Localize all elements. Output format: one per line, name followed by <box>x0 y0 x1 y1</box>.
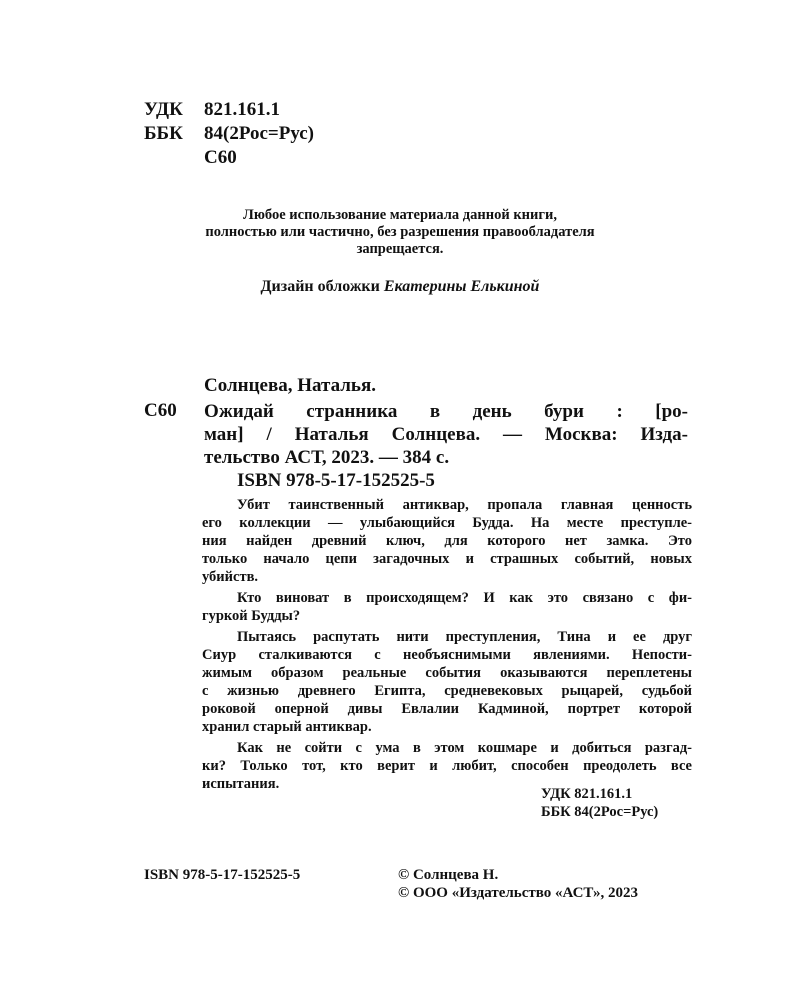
record-title-line <box>204 400 688 423</box>
record-title-line: тельство АСТ, 2023. — 384 с. <box>204 447 450 468</box>
annotation-line: ния найден древний ключ, для которого нет замка. Это <box>202 533 692 549</box>
annotation-line: его коллекции — улыбающийся Будда. На месте преступле- <box>202 515 692 531</box>
annotation-line: жимым образом реальные события оказываются переплетены <box>202 665 692 681</box>
copyright-publisher: © ООО «Издательство «АСТ», 2023 <box>398 885 639 901</box>
bbk-value: 84(2Рос=Рус) <box>204 123 315 144</box>
copyright-author: © Солнцева Н. <box>398 867 499 883</box>
record-isbn: ISBN 978-5-17-152525-5 <box>237 470 435 491</box>
author-mark: С60 <box>204 147 237 168</box>
annotation-line: гуркой Будды? <box>202 608 301 624</box>
copyright-notice <box>150 207 650 258</box>
notice-line: запрещается. <box>356 241 444 257</box>
record-author: Солнцева, Наталья. <box>204 375 376 396</box>
annotation-line: хранил старый антиквар. <box>202 719 372 735</box>
record-title-line-text: ман] / Наталья Солнцева. — Москва: Изда- <box>204 424 688 445</box>
annotation-line: роковой оперной дивы Евлалии Кадминой, портрет которой <box>202 701 692 717</box>
annotation-line: Пытаясь распутать нити преступления, Тина и ее друг <box>237 629 692 645</box>
notice-line: Любое использование материала данной книги, <box>243 207 557 223</box>
annotation-line: убийств. <box>202 569 259 585</box>
annotation-line: Сиур сталкиваются с необъяснимыми явлениями. Непости- <box>202 647 692 663</box>
cover-design-credit <box>0 278 800 296</box>
bbk-label: ББК <box>144 123 183 144</box>
annotation-line: только начало цепи загадочных и страшных событий, новых <box>202 551 692 567</box>
annotation-line: Кто виноват в происходящем? И как это связано с фи- <box>237 590 692 606</box>
udk-value: 821.161.1 <box>204 99 280 120</box>
record-title-line-text: Ожидай странника в день бури : [ро- <box>204 401 688 422</box>
annotation-line: испытания. <box>202 776 280 792</box>
record-author-mark: С60 <box>144 400 177 421</box>
annotation-line: ки? Только тот, кто верит и любит, способен преодолеть все <box>202 758 692 774</box>
annotation-line: с жизнью древнего Египта, средневековых рыцарей, судьбой <box>202 683 692 699</box>
annotation-line: Как не сойти с ума в этом кошмаре и добиться разгад- <box>237 740 692 756</box>
cover-design-prefix: Дизайн обложки <box>260 278 380 295</box>
annotation-line: Убит таинственный антиквар, пропала главная ценность <box>237 497 692 513</box>
notice-line: полностью или частично, без разрешения правообладателя <box>205 224 595 240</box>
record-title-line <box>204 423 688 446</box>
index-udk: УДК 821.161.1 <box>541 786 633 802</box>
udk-label: УДК <box>144 99 183 120</box>
cover-designer-name: Екатерины Елькиной <box>383 278 540 295</box>
index-bbk: ББК 84(2Рос=Рус) <box>541 804 659 820</box>
footer-isbn: ISBN 978-5-17-152525-5 <box>144 867 301 883</box>
